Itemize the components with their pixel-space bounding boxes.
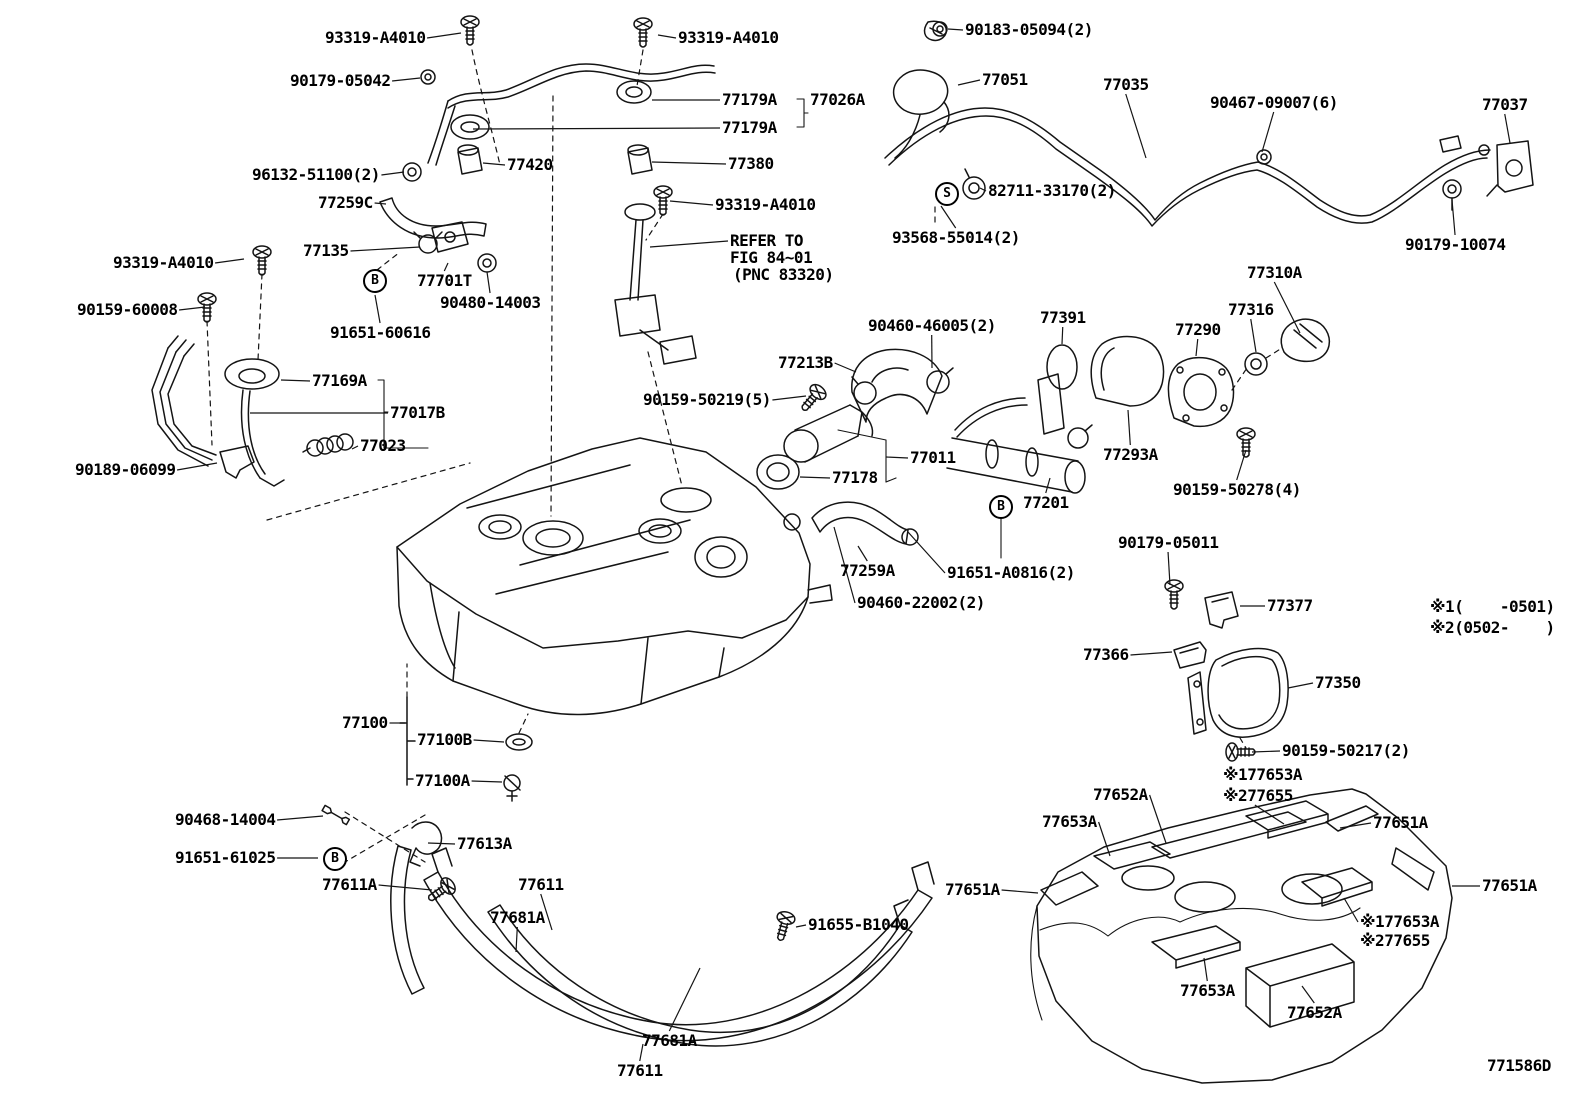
part-label: 77653A [1042, 812, 1097, 831]
leader-line [669, 968, 700, 1031]
part-label: 90189-06099 [75, 460, 176, 479]
part-label: 90159-50217(2) [1282, 741, 1410, 760]
part-label: 93319-A4010 [715, 195, 816, 214]
leader-line [1150, 795, 1166, 843]
leader-line [375, 203, 386, 204]
part-label: REFER TO [730, 231, 804, 250]
leader-line [800, 477, 830, 478]
part-label: 77653A [1180, 981, 1235, 1000]
part-label: 96132-51100(2) [252, 165, 380, 184]
leader-line [1196, 339, 1198, 356]
leader-line [1262, 112, 1274, 152]
leader-line [351, 247, 421, 251]
part-label: 77611A [322, 875, 377, 894]
part-label: 93568-55014(2) [892, 228, 1020, 247]
leader-line [650, 241, 728, 247]
leader-line [1204, 958, 1207, 981]
part-label: 93319-A4010 [113, 253, 214, 272]
leader-line [352, 446, 358, 449]
leader-line [1099, 822, 1110, 856]
leader-line [1128, 410, 1130, 445]
part-label: 77023 [360, 436, 406, 455]
leader-line [670, 201, 713, 205]
leader-line [177, 463, 217, 470]
part-label: 77613A [457, 834, 512, 853]
part-label: 90179-10074 [1405, 235, 1506, 254]
part-label: 77135 [303, 241, 349, 260]
part-label: 90467-09007(6) [1210, 93, 1338, 112]
part-label: 77293A [1103, 445, 1158, 464]
leader-line [381, 172, 404, 175]
part-label: 77100 [342, 713, 388, 732]
leader-line [1452, 200, 1455, 235]
circled-letter-b: B [989, 495, 1013, 519]
leader-line [1046, 478, 1050, 493]
part-label: 77350 [1315, 673, 1361, 692]
part-label: 90159-50278(4) [1173, 480, 1301, 499]
part-label: 77213B [778, 353, 833, 372]
part-label: 771586D [1487, 1056, 1551, 1075]
part-label: 77316 [1228, 300, 1274, 319]
part-label: 77701T [417, 271, 472, 290]
part-label: 77652A [1287, 1003, 1342, 1022]
part-label: 82711-33170(2) [988, 181, 1116, 200]
part-label: 90183-05094(2) [965, 20, 1093, 39]
leader-line [215, 259, 244, 263]
leader-line [1274, 282, 1300, 333]
leader-line [1002, 890, 1038, 893]
part-label: 77377 [1267, 596, 1313, 615]
part-label: 77035 [1103, 75, 1149, 94]
part-label: 77681A [490, 908, 545, 927]
part-label: ※177653A [1223, 765, 1302, 784]
part-label: 77652A [1093, 785, 1148, 804]
part-label: 93319-A4010 [325, 28, 426, 47]
leader-line [658, 35, 676, 38]
part-label: 77366 [1083, 645, 1129, 664]
circled-letter-b: B [323, 847, 347, 871]
leader-line [281, 380, 310, 381]
leader-line [1252, 751, 1280, 752]
leader-line [908, 532, 945, 573]
part-label: 90468-14004 [175, 810, 276, 829]
leader-line [948, 29, 963, 30]
leader-line [1237, 450, 1246, 480]
part-label: 77100A [415, 771, 470, 790]
leader-line [427, 33, 461, 38]
part-label: 77179A [722, 118, 777, 137]
part-label: 90159-60008 [77, 300, 178, 319]
part-label: 91651-A0816(2) [947, 563, 1075, 582]
part-label: 77611 [617, 1061, 663, 1080]
leader-line [487, 272, 490, 293]
leader-line [1251, 319, 1256, 352]
fuel-sender-drawing [615, 204, 696, 364]
leader-line [516, 927, 517, 952]
fuel-tube-77035-drawing [885, 21, 1533, 226]
part-label: 77380 [728, 154, 774, 173]
part-label: FIG 84~01 [730, 248, 813, 267]
leader-line [473, 128, 720, 129]
part-label: 77179A [722, 90, 777, 109]
part-label: 77169A [312, 371, 367, 390]
part-label: 77420 [507, 155, 553, 174]
leader-line [179, 307, 205, 310]
part-label: 90179-05011 [1118, 533, 1219, 552]
part-label: 77651A [1482, 876, 1537, 895]
leader-line [392, 78, 420, 81]
part-label: 90179-05042 [290, 71, 391, 90]
part-label: 93319-A4010 [678, 28, 779, 47]
part-label: 77037 [1482, 95, 1528, 114]
part-label: 77100B [417, 730, 472, 749]
leader-line [835, 363, 856, 372]
part-label: 91651-60616 [330, 323, 431, 342]
part-label: 77026A [810, 90, 865, 109]
part-label: 77259A [840, 561, 895, 580]
leader-line [772, 396, 806, 400]
part-label: ※277655 [1360, 931, 1430, 950]
part-label: 77310A [1247, 263, 1302, 282]
part-label: 77051 [982, 70, 1028, 89]
part-label: 90159-50219(5) [643, 390, 771, 409]
leader-line [444, 263, 448, 271]
leader-line [1062, 327, 1063, 344]
leader-line [858, 546, 867, 561]
leader-line [652, 162, 726, 164]
part-label: 91651-61025 [175, 848, 276, 867]
part-label: 91655-B1040 [808, 915, 909, 934]
leader-line [941, 206, 956, 228]
part-label: 90460-22002(2) [857, 593, 985, 612]
leader-line [1302, 986, 1314, 1003]
part-label: ※177653A [1360, 912, 1439, 931]
leader-line [1288, 683, 1313, 688]
part-label: ※1( -0501) [1430, 597, 1555, 616]
leader-line [958, 80, 980, 85]
part-label: 77259C [318, 193, 373, 212]
leader-line [886, 457, 908, 458]
leader-line [483, 163, 505, 165]
leader-line [1505, 114, 1510, 143]
leader-line [277, 816, 323, 820]
leader-line [428, 843, 455, 844]
part-label: 77611 [518, 875, 564, 894]
part-label: 90460-46005(2) [868, 316, 996, 335]
leader-line [474, 740, 504, 742]
part-label: 77201 [1023, 493, 1069, 512]
part-label: ※277655 [1223, 786, 1293, 805]
part-label: 77178 [832, 468, 878, 487]
part-label: 77651A [1373, 813, 1428, 832]
part-label: 77651A [945, 880, 1000, 899]
leader-line [796, 925, 806, 927]
part-label: (PNC 83320) [733, 265, 834, 284]
part-label: ※2(0502- ) [1430, 618, 1555, 637]
part-label: 77017B [390, 403, 445, 422]
part-label: 77391 [1040, 308, 1086, 327]
part-label: 77011 [910, 448, 956, 467]
leader-line [1126, 94, 1146, 158]
leader-line [1131, 652, 1173, 655]
circled-letter-b: B [363, 269, 387, 293]
part-label: 90480-14003 [440, 293, 541, 312]
left-pipes-drawing [152, 336, 353, 486]
circled-letter-s: S [935, 182, 959, 206]
leader-line [375, 295, 380, 323]
leader-line [472, 781, 502, 782]
leader-line [1168, 552, 1170, 585]
part-label: 77681A [642, 1031, 697, 1050]
part-label: 77290 [1175, 320, 1221, 339]
fuel-tank-drawing [397, 438, 832, 715]
